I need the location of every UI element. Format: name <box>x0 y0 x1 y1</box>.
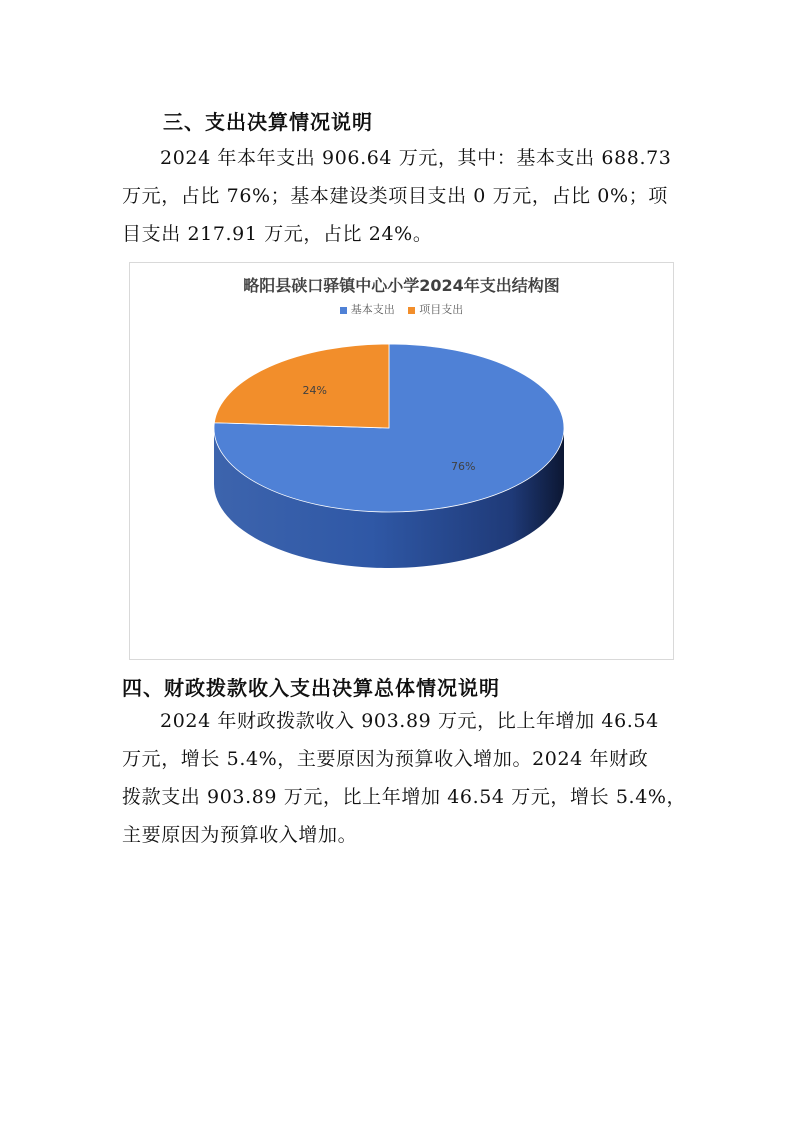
pie-chart <box>129 262 674 660</box>
section3-heading: 三、支出决算情况说明 <box>163 110 373 134</box>
legend-item-project <box>408 301 463 317</box>
chart-legend <box>130 301 673 317</box>
paragraph-line: 万元，占比 76%；基本建设类项目支出 0 万元，占比 0%；项 <box>122 185 668 207</box>
slice-label-basic: 76% <box>451 459 476 473</box>
legend-label-basic: 基本支出 <box>350 303 395 316</box>
paragraph-line: 主要原因为预算收入增加。 <box>122 824 358 846</box>
legend-label-project: 项目支出 <box>419 303 464 316</box>
legend-swatch-project <box>408 307 415 314</box>
section4-paragraph <box>122 702 686 854</box>
paragraph-line: 2024 年本年支出 906.64 万元，其中：基本支出 688.73 <box>160 147 672 169</box>
slice-label-project: 24% <box>302 384 327 398</box>
section3-paragraph <box>122 139 671 253</box>
paragraph-line: 万元，增长 5.4%，主要原因为预算收入增加。2024 年财政 <box>122 748 649 770</box>
paragraph-line: 目支出 217.91 万元，占比 24%。 <box>122 223 433 245</box>
chart-title: 略阳县硖口驿镇中心小学2024年支出结构图 <box>243 276 560 295</box>
paragraph-line: 2024 年财政拨款收入 903.89 万元，比上年增加 46.54 <box>160 710 659 732</box>
pie-chart-svg <box>130 263 673 659</box>
paragraph-line: 拨款支出 903.89 万元，比上年增加 46.54 万元，增长 5.4%， <box>122 786 687 808</box>
legend-swatch-basic <box>340 307 347 314</box>
section4-heading: 四、财政拨款收入支出决算总体情况说明 <box>122 676 500 700</box>
legend-item-basic <box>340 301 395 317</box>
